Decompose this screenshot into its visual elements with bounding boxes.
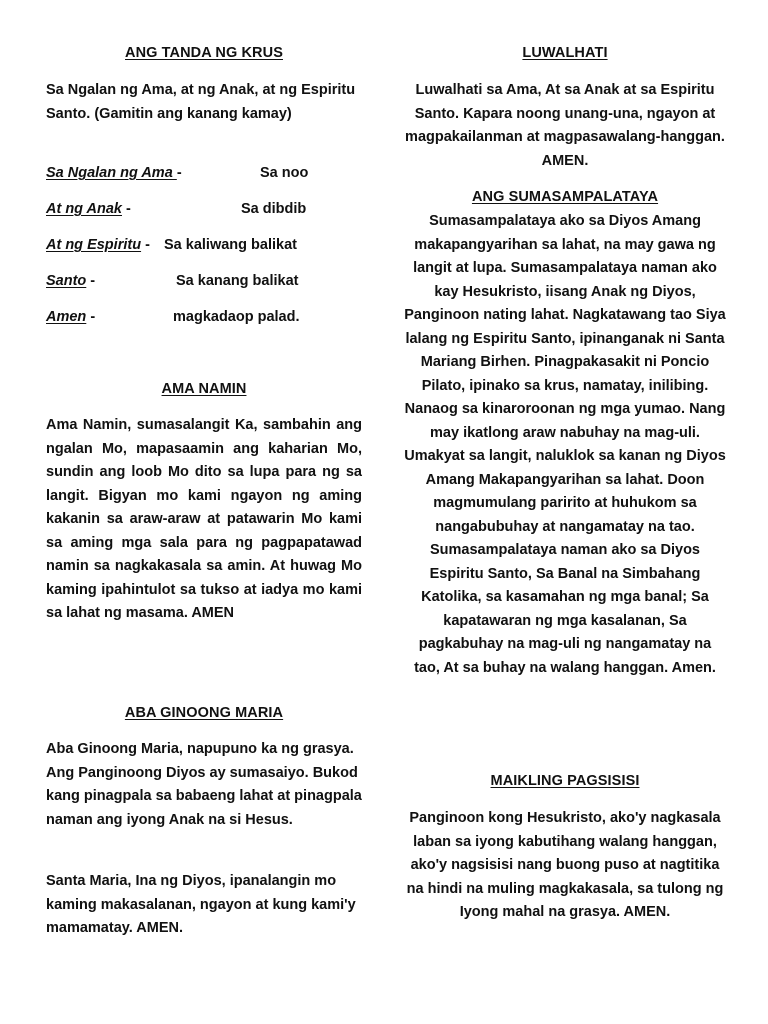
aba-ginoong-maria-title: ABA GINOONG MARIA bbox=[124, 705, 284, 721]
krus-row-amen bbox=[46, 309, 362, 329]
krus-meaning: Sa noo bbox=[260, 165, 309, 181]
krus-row-kaliwang-balikat bbox=[46, 237, 362, 257]
krus-meaning: magkadaop palad. bbox=[173, 309, 300, 325]
luwalhati-title: LUWALHATI bbox=[522, 45, 608, 61]
ama-namin-text: Ama Namin, sumasalangit Ka, sambahin ang ngalan Mo, mapasaamin ang kaharian Mo, sundin ang loob Mo dito sa lupa para ng sa langit. Bigyan mo kami ngayon ng aming kakanin sa araw-araw at patawarin Mo kami sa aming mga sala para ng pagpapatawad namin sa nagkakasala sa amin. At huwag Mo kaming ipahintulot sa tukso at iadya mo kami sa lahat ng masama. AMEN bbox=[46, 417, 362, 621]
maikling-pagsisisi-title: MAIKLING PAGSISISI bbox=[490, 773, 640, 789]
krus-term: Amen - bbox=[46, 309, 96, 325]
krus-term: At ng Espiritu - bbox=[46, 237, 150, 253]
tanda-ng-krus-intro: Sa Ngalan ng Ama, at ng Anak, at ng Espiritu Santo. (Gamitin ang kanang kamay) bbox=[46, 82, 356, 122]
krus-term: Santo - bbox=[46, 273, 96, 289]
krus-term: At ng Anak - bbox=[46, 201, 131, 217]
krus-meaning: Sa dibdib bbox=[241, 201, 307, 217]
aba-ginoong-maria-para2: Santa Maria, Ina ng Diyos, ipanalangin mo kaming makasalanan, ngayon at kung kami'y mamamatay. AMEN. bbox=[46, 873, 356, 936]
maikling-pagsisisi-text: Panginoon kong Hesukristo, ako'y nagkasala laban sa iyong kabutihang walang hanggan, ako'y nagsisisi nang buong puso at nagtitika na hindi na muling magkakasala, sa tulong ng Iyong mahal na grasya. AMEN. bbox=[406, 810, 724, 920]
krus-row-dibdib bbox=[46, 201, 362, 221]
krus-row-noo bbox=[46, 165, 362, 185]
sumasampalataya-title: ANG SUMASAMPALATAYA bbox=[471, 189, 659, 205]
luwalhati-text: Luwalhati sa Ama, At sa Anak at sa Espiritu Santo. Kapara noong unang-una, ngayon at magpakailanman at magpasawalang-hanggan. AMEN. bbox=[405, 82, 725, 169]
sumasampalataya-text: Sumasampalataya ako sa Diyos Amang makapangyarihan sa lahat, na may gawa ng langit at lupa. Sumasampalataya naman ako kay Hesukristo, iisang Anak ng Diyos, Panginoon nating lahat. Nagkatawang tao Siya lalang ng Espiritu Santo, ipinanganak ni Santa Mariang Birhen. Pinagpakasakit ni Poncio Pilato, ipinako sa krus, namatay, inilibing. Nanaog sa kinaroroonan ng mga yumao. Nang may ikatlong araw nabuhay na mag-uli. Umakyat sa langit, naluklok sa kanan ng Diyos Amang Makapangyarihan sa lahat. Doon magmumulang paririto at huhukom sa nangabubuhay at nangamatay na tao. Sumasampalataya naman ako sa Diyos Espiritu Santo, Sa Banal na Simbahang Katolika, sa kasamahan ng mga banal; Sa kapatawaran ng mga kasalanan, Sa pagkabuhay na mag-uli ng nangamatay na tao, At sa buhay na walang hanggan. Amen. bbox=[404, 213, 726, 676]
krus-meaning: Sa kaliwang balikat bbox=[164, 237, 297, 253]
krus-meaning: Sa kanang balikat bbox=[176, 273, 299, 289]
ama-namin-title: AMA NAMIN bbox=[161, 381, 247, 397]
krus-term: Sa Ngalan ng Ama - bbox=[46, 165, 182, 181]
tanda-ng-krus-title: ANG TANDA NG KRUS bbox=[125, 45, 283, 61]
krus-row-kanang-balikat bbox=[46, 273, 362, 293]
aba-ginoong-maria-para1: Aba Ginoong Maria, napupuno ka ng grasya. Ang Panginoong Diyos ay sumasaiyo. Bukod kang pinagpala sa babaeng lahat at pinagpala naman ang iyong Anak na si Hesus. bbox=[46, 741, 362, 828]
